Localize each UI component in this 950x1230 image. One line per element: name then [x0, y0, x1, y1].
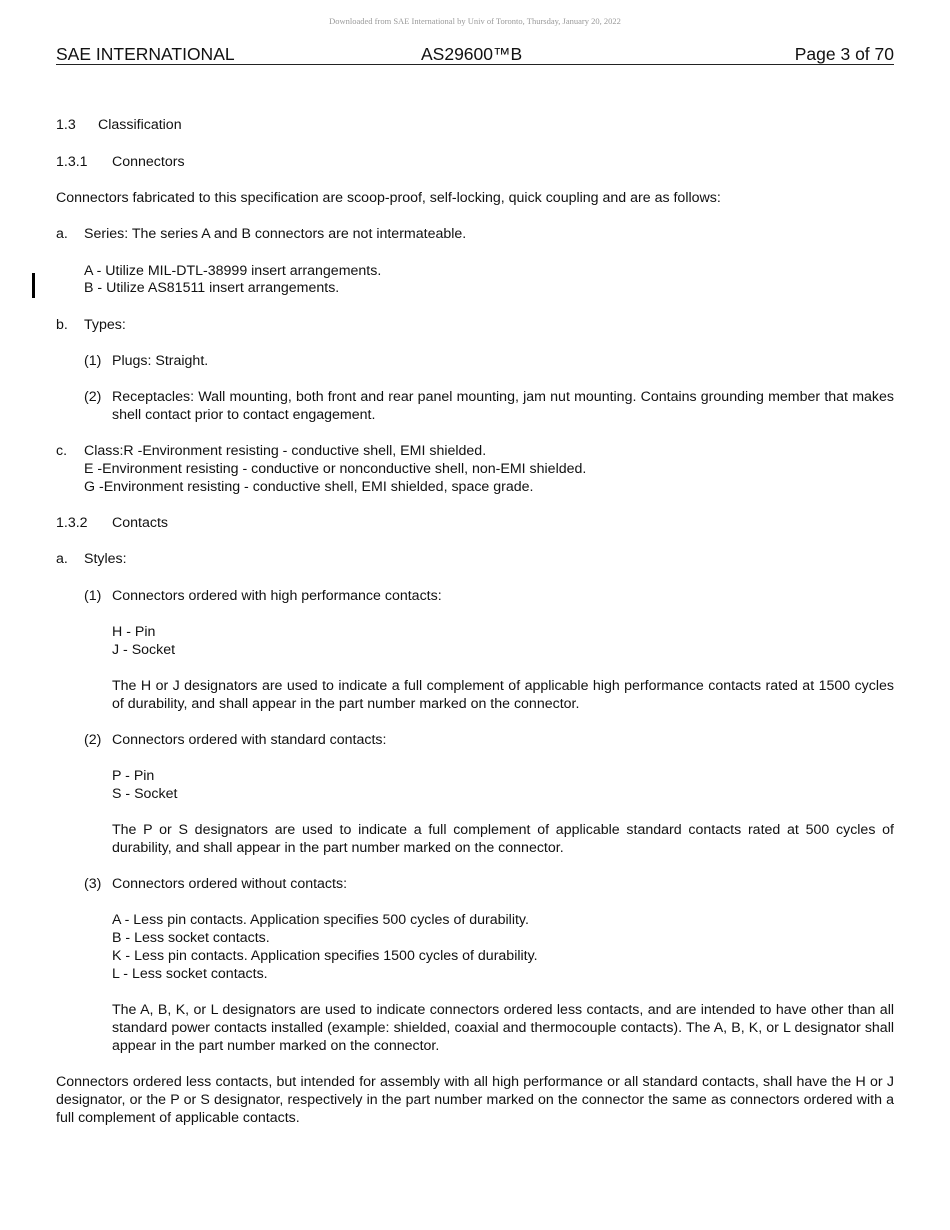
section-1-3-2-number: 1.3.2	[56, 515, 88, 531]
page-header	[56, 44, 894, 65]
types-item-2-marker: (2)	[84, 389, 102, 405]
styles-item-3-text: Connectors ordered without contacts:	[112, 876, 348, 892]
abkl-designator-paragraph: The A, B, K, or L designators are used to indicate connectors ordered less contacts, and are intended to have other than all standard power contacts installed (example: shielded, coaxial and thermocouple contacts). The A, B, K, or L designator shall appear in the part number marked on the connector.	[112, 1002, 894, 1054]
designator-k: K - Less pin contacts. Application specifies 1500 cycles of durability.	[112, 948, 538, 964]
class-line-e: E -Environment resisting - conductive or nonconductive shell, non-EMI shielded.	[84, 461, 587, 477]
designator-s: S - Socket	[112, 786, 178, 802]
types-text: Types:	[84, 317, 126, 333]
styles-item-2-text: Connectors ordered with standard contacts:	[112, 732, 387, 748]
section-1-3-title: Classification	[98, 117, 182, 133]
connectors-intro: Connectors fabricated to this specification are scoop-proof, self-locking, quick coupling and are as follows:	[56, 190, 721, 206]
styles-item-1-text: Connectors ordered with high performance contacts:	[112, 588, 442, 604]
types-item-2-text: Receptacles: Wall mounting, both front and rear panel mounting, jam nut mounting. Contains grounding member that makes shell contact prior to contact engagement.	[112, 389, 894, 423]
series-b-line: B - Utilize AS81511 insert arrangements.	[84, 280, 340, 296]
types-item-1-text: Plugs: Straight.	[112, 353, 209, 369]
styles-text: Styles:	[84, 551, 127, 567]
designator-b: B - Less socket contacts.	[112, 930, 270, 946]
section-1-3-2-title: Contacts	[112, 515, 168, 531]
class-line-g: G -Environment resisting - conductive shell, EMI shielded, space grade.	[84, 479, 534, 495]
designator-a: A - Less pin contacts. Application specifies 500 cycles of durability.	[112, 912, 529, 928]
header-document-number: AS29600™B	[421, 44, 523, 64]
header-page-number: Page 3 of 70	[794, 44, 894, 64]
header-organization: SAE INTERNATIONAL	[56, 44, 235, 64]
closing-paragraph: Connectors ordered less contacts, but intended for assembly with all high performance or all standard contacts, shall have the H or J designator, or the P or S designator, respectively in the part number marked on the connector the same as connectors ordered with a full complement of applicable contacts.	[56, 1074, 894, 1126]
styles-marker: a.	[56, 551, 68, 567]
section-1-3-number: 1.3	[56, 117, 76, 133]
series-a-line: A - Utilize MIL-DTL-38999 insert arrangements.	[84, 263, 382, 279]
list-marker-b: b.	[56, 317, 68, 333]
ps-designator-paragraph: The P or S designators are used to indicate a full complement of applicable standard contacts rated at 500 cycles of durability, and shall appear in the part number marked on the connector.	[112, 822, 894, 856]
series-text: Series: The series A and B connectors are not intermateable.	[84, 226, 467, 242]
designator-l: L - Less socket contacts.	[112, 966, 268, 982]
section-1-3-1-title: Connectors	[112, 154, 185, 170]
class-line-r: Class:R -Environment resisting - conductive shell, EMI shielded.	[84, 443, 487, 459]
styles-item-3-marker: (3)	[84, 876, 102, 892]
list-marker-a: a.	[56, 226, 68, 242]
hj-designator-paragraph: The H or J designators are used to indicate a full complement of applicable high performance contacts rated at 1500 cycles of durability, and shall appear in the part number marked on the connector.	[112, 678, 894, 712]
types-item-1-marker: (1)	[84, 353, 102, 369]
styles-item-2-marker: (2)	[84, 732, 102, 748]
download-watermark: Downloaded from SAE International by Univ of Toronto, Thursday, January 20, 2022	[329, 16, 621, 26]
designator-p: P - Pin	[112, 768, 155, 784]
section-1-3-1-number: 1.3.1	[56, 154, 88, 170]
list-marker-c: c.	[56, 443, 68, 459]
designator-j: J - Socket	[112, 642, 176, 658]
designator-h: H - Pin	[112, 624, 156, 640]
styles-item-1-marker: (1)	[84, 588, 102, 604]
revision-change-bar	[32, 273, 35, 298]
